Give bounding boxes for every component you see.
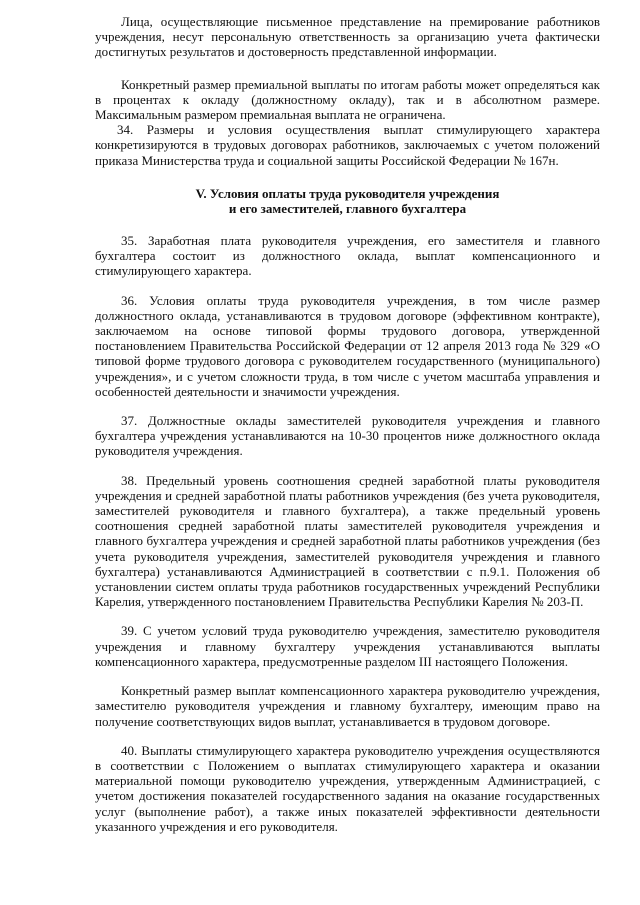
paragraph-39: 39. С учетом условий труда руководителю учреждения, заместителю руководителя учреждения и главному бухгалтеру учреждения устанавливаются выплаты компенсационного характера, предусмотренные разделом III настоящего Положения. [95,623,600,669]
paragraph-37: 37. Должностные оклады заместителей руководителя учреждения и главного бухгалтера учреждения устанавливаются на 10-30 процентов ниже должностного оклада руководителя учреждения. [95,413,600,459]
paragraph-premium-size: Конкретный размер премиальной выплаты по итогам работы может определяться как в процентах к окладу (должностному окладу), так и в абсолютном размере. Максимальным размером премиальная выплата не ограничена. [95,76,600,123]
section-heading-line-1: V. Условия оплаты труда руководителя учреждения [195,185,500,201]
paragraph-39-compensation-size: Конкретный размер выплат компенсационного характера руководителю учреждения, заместителю руководителя учреждения и главному бухгалтеру, имеющим право на получение соответствующих видов выплат, устанавливается в трудовом договоре. [95,683,600,729]
paragraph-34: 34. Размеры и условия осуществления выплат стимулирующего характера конкретизируются в трудовых договорах работников, заключаемых с учетом положений приказа Министерства труда и социальной защиты Российской Федерации № 167н. [95,122,600,168]
section-heading-line-2: и его заместителей, главного бухгалтера [228,201,467,217]
paragraph-38: 38. Предельный уровень соотношения средней заработной платы руководителя учреждения и средней заработной платы работников учреждения (без учета руководителя, заместителей руководителя и главного бухгалтера), а также предельный уровень соотношения средней заработной платы заместителей руководителя учреждения и главного бухгалтера учреждения и средней заработной платы работников учреждения (без учета руководителя учреждения, заместителей руководителя учреждения и главного бухгалтера) устанавливаются Администрацией в соответствии с п.9.1. Положения об установлении систем оплаты труда работников государственных учреждений Республики Карелия, утвержденного постановлением Правительства Республики Карелия № 203-П. [95,472,600,610]
paragraph-35: 35. Заработная плата руководителя учреждения, его заместителя и главного бухгалтера состоит из должностного оклада, выплат компенсационного и стимулирующего характера. [95,233,600,279]
paragraph-36: 36. Условия оплаты труда руководителя учреждения, в том числе размер должностного оклада, устанавливаются в трудовом договоре (эффективном контракте), заключаемом на основе типовой формы трудового договора, утвержденной постановлением Правительства Российской Федерации от 12 апреля 2013 года № 329 «О типовой форме трудового договора с руководителем государственного (муниципального) учреждения», и с учетом сложности труда, в том числе с учетом масштаба управления и особенностей деятельности и значимости учреждения. [95,292,600,399]
document-page [95,14,600,834]
section-heading [95,186,600,217]
paragraph-40: 40. Выплаты стимулирующего характера руководителю учреждения осуществляются в соответствии с Положением о выплатах стимулирующего характера и оказании материальной помощи руководителю учреждения, утвержденным Администрацией, с учетом достижения показателей государственного задания на оказание государственных услуг (выполнение работ), а также иных показателей эффективности деятельности указанного учреждения и его руководителя. [95,742,600,834]
paragraph-intro: Лица, осуществляющие письменное представление на премирование работников учреждения, несут персональную ответственность за организацию учета фактически достигнутых результатов и достоверность представленной информации. [95,14,600,60]
